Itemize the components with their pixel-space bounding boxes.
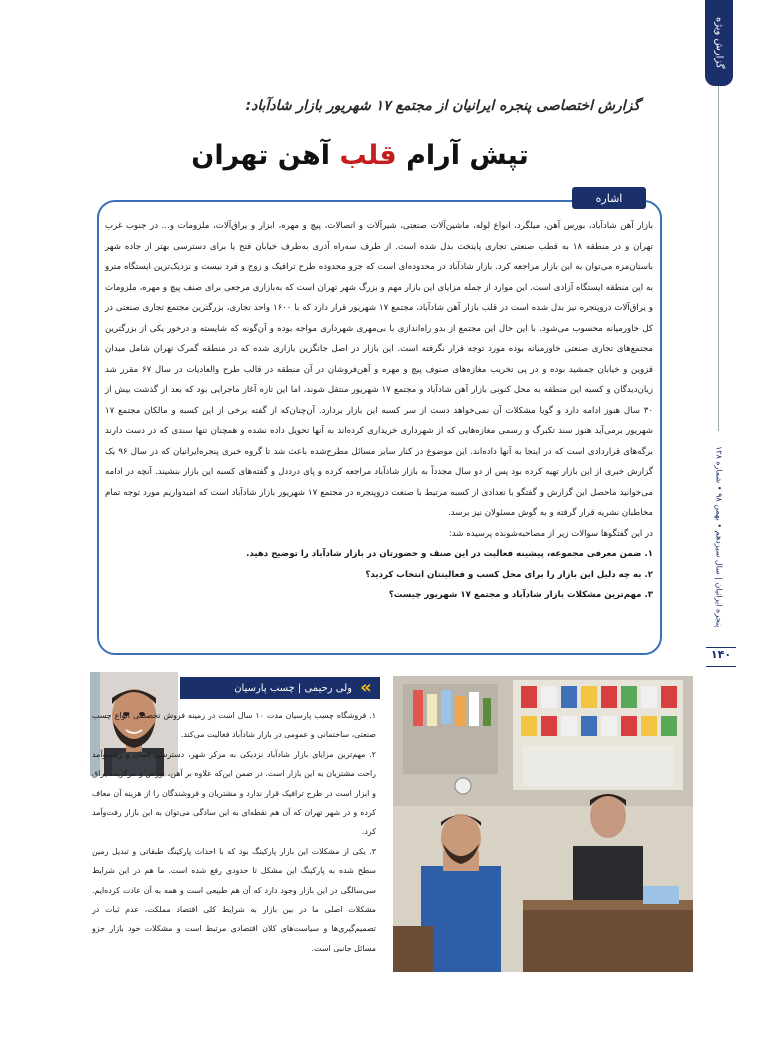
- lead-questions-intro: در این گفتگوها سوالات زیر از مصاحبه‌شونده پرسیده شد:: [448, 528, 653, 539]
- answer-paragraph: ۲. مهم‌ترین مزایای بازار شادآباد نزدیکی به مرکز شهر، دسترسی آسان و رفت‌وآمد راحت مشتریان به این بازار است. در ضمن این‌که علاوه بر آهن، بورس و مرکزیت یراق و ابزار است در طرح ترافیک قرار ندارد و مشتریان و فروشندگان را از هزینه آن معاف کرده و در شهر تهران که آن هم نقطه‌ای به این سادگی می‌توان به این بازار رفت‌وآمد کرد.: [92, 749, 376, 837]
- double-chevron-icon: «: [360, 677, 372, 698]
- lead-paragraph: بازار آهن شادآباد، بورس آهن، میلگرد، انواع لوله، ماشین‌آلات صنعتی، شیرآلات و اتصالات، پیچ و مهره، ابزار و یراق‌آلات، ملزومات و... در جنوب غرب تهران و در منطقه ۱۸ به قطب صنعتی تجاری پایتخت بدل شده است. از طرف سه‌راه آذری به‌طرف خیابان فتح یا برای دسترسی بهتر از جاده شهر باستان‌مزه می‌توان به این بازار مراجعه کرد. بازار شادآباد در محدوده‌ای است که جزو محدوده طرح ترافیک و زوج و فرد نیست و نزدیک‌ترین ایستگاه مترو به این منطقه ایستگاه آزادی است. این موارد از جمله مزایای این بازار مهم و بزرگ شهر تهران است که به‌بازاری مرجعی برای صنف پیچ و مهره، ملزومات و یراق‌آلات درو‌پنجره نیز بدل شده است در قلب بازار آهن شادآباد، مجتمع ۱۷ شهریور قرار دارد که با ۱۶۰۰ واحد تجاری، بزرگترین مجتمع تجاری صنعتی در کل خاورمیانه محسوب می‌شود. با این حال این مجتمع از بدو راه‌اندازی با بی‌مهری شهرداری مواجه بوده و آن‌گونه که شایسته و درخور یکی از بزرگترین مجتمع‌های تجاری صنعتی خاورمیانه بوده مورد توجه قرار نگرفته است. این بازار در اصل جانگزین بازاری شده که در منطقه گمرک تهران شامل میدان قزوین و خیابان جمشید بوده و در پی تخریب مغازه‌های صنوف پیچ و مهره و آهن‌فروشان در آن منطقه در قالب طرح والعادیات در سال ۶۷ مقرر شد زیان‌دیدگان و کسبه این منطقه به محل کنونی بازار آهن شادآباد و مجتمع ۱۷ شهریور منتقل شوند، اما این تازه آغاز ماجرایی بود که بعد از گذشت بیش از ۳۰ سال هنوز ادامه دارد و گویا مشکلات آن نمی‌خواهد دست از سر کسبه این بازار بردارد. آن‌چنان‌که از گفته برخی از این کسبه و مالکان مجتمع ۱۷ شهریور برمی‌آید هنوز سند تکبرگ و رسمی مغازه‌هایی که از شهرداری خریداری کرده‌اند به آنها تحویل داده نشده و همچنان تنها سندی که در دست دارند برگه‌های قراردادی است که در اینجا به آنها داده‌اند. این موضوع در کنار سایر مسائل مطرح‌شده باعث شد تا گروه خبری پنجره‌ایرانیان که در سال ۹۶ یک گزارش خبری از این بازار تهیه کرده بود پس از دو سال مجدداً به بازار شادآباد مراجعه کرده و پای درددل و گفته‌های کسبه این بازار بنشیند. آنچه در ادامه می‌خوانید ماحصل این گزارش و گفتگو با تعدادی از کسبه مرتبط با صنعت درو‌پنجره در مجتمع ۱۷ شهریور بازار شادآباد است که امیدواریم مورد توجه تمام مخاطبان نشریه قرار گرفته و به گوش مسئولان نیز برسد.: [105, 221, 653, 518]
- article-headline: [100, 140, 620, 171]
- question-item: ۲. به چه دلیل این بازار را برای محل کسب و فعالیتتان انتخاب کردید؟: [365, 569, 653, 580]
- issue-info: پنجره ایرانیان | سال سیزدهم • بهمن ۹۸ • شماره ۱۲۸: [714, 446, 724, 628]
- headline-part1: تپش آرام: [396, 140, 529, 171]
- headline-part2: آهن تهران: [191, 140, 340, 171]
- interviewee-name: ولی رحیمی | چسب پارسیان: [234, 682, 352, 694]
- page-number: ۱۴۰: [706, 647, 736, 667]
- question-item: ۳. مهم‌ترین مشکلات بازار شادآباد و مجتمع ۱۷ شهریور چیست؟: [388, 590, 653, 600]
- interview-answers: [92, 706, 376, 958]
- question-list: [105, 544, 653, 606]
- article-subtitle: گزارش اختصاصی پنجره ایرانیان از مجتمع ۱۷ شهریور بازار شادآباد:: [245, 98, 640, 114]
- shop-photo: [393, 676, 693, 972]
- lead-text: [105, 216, 653, 606]
- section-tab: [705, 0, 733, 86]
- headline-red-word: قلب: [339, 140, 397, 171]
- answer-paragraph: ۳. یکی از مشکلات این بازار پارکینگ بود که با احداث پارکینگ طبقاتی و تبدیل زمین سطح شده به پارکینگ این مشکل تا حدودی رفع شده است. ما هم در این شرایط سی‌سالگی در این بازار وجود دارد که آن هم طبیعی است و همه به آن عادت کرده‌ایم. مشکلات اصلی ما در بین بازار به شرایط کلی اقتصاد مملکت، عدم ثبات در تصمیم‌گیری‌ها و سیاست‌های کلان اقتصادی مرتبط است و مشکلات خود بازار جزو مسائل جانبی است.: [92, 846, 376, 953]
- shop-photo-illustration: [393, 676, 693, 972]
- lead-tag: اشاره: [572, 187, 646, 209]
- question-item: ۱. ضمن معرفی مجموعه، پیشینه فعالیت در این صنف و حضورتان در بازار شادآباد را توضیح دهید.: [246, 549, 653, 559]
- answer-paragraph: ۱. فروشگاه چسب پارسیان مدت ۱۰ سال است در زمینه فروش تخصصی انواع چسب صنعتی، ساختمانی و عمومی در بازار شادآباد فعالیت می‌کند.: [92, 711, 377, 740]
- interviewee-name-bar: [180, 677, 380, 699]
- section-label: گزارش ویژه: [713, 17, 725, 69]
- side-divider: [718, 86, 719, 431]
